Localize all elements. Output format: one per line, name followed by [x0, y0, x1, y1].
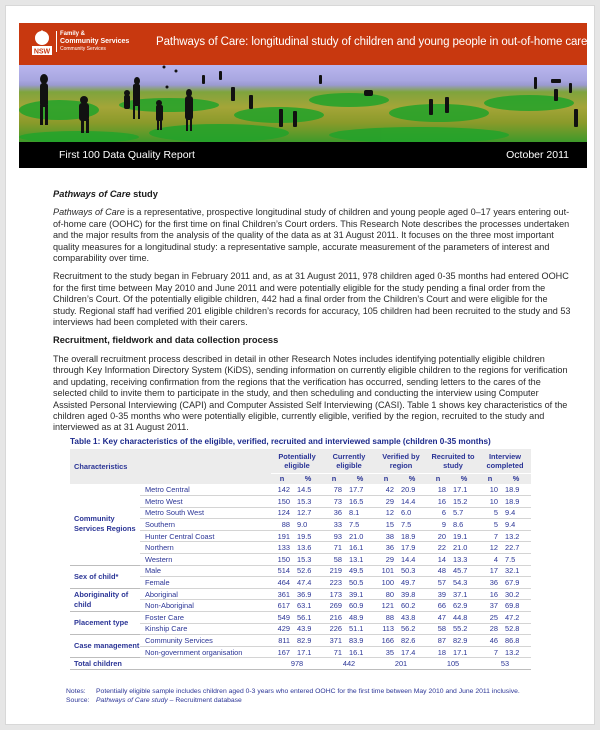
cell-count: 226 [323, 623, 345, 635]
cell-count: 29 [375, 496, 397, 508]
cell-count: 121 [375, 600, 397, 612]
row-label: Aboriginal [140, 588, 271, 600]
cell-percent: 17.9 [397, 542, 427, 554]
cell-count: 6 [427, 507, 449, 519]
cell-percent: 44.8 [449, 612, 479, 624]
cell-count: 361 [271, 588, 293, 600]
cell-percent: 43.9 [293, 623, 323, 635]
column-header-verified: Verified by region [375, 449, 427, 473]
cell-count: 58 [323, 554, 345, 566]
cell-percent: 86.8 [501, 635, 531, 647]
table-row [70, 496, 531, 508]
table-row [70, 577, 531, 589]
cell-count: 20 [427, 530, 449, 542]
cell-count: 549 [271, 612, 293, 624]
cell-percent: 18.9 [501, 496, 531, 508]
cell-percent: 14.4 [397, 496, 427, 508]
cell-count: 124 [271, 507, 293, 519]
cell-count: 811 [271, 635, 293, 647]
cell-percent: 45.7 [449, 565, 479, 577]
row-label: Metro Central [140, 484, 271, 496]
cell-count: 93 [323, 530, 345, 542]
column-header-potentially-eligible: Potentially eligible [271, 449, 323, 473]
subheader-row: n % n % n % n % n % [70, 473, 531, 484]
total-value: 978 [271, 658, 323, 670]
cell-count: 219 [323, 565, 345, 577]
cell-percent: 63.1 [293, 600, 323, 612]
logo-text: Family & Community Services Community Services [56, 31, 129, 52]
cell-count: 464 [271, 577, 293, 589]
table-row [70, 507, 531, 519]
cell-percent: 15.3 [293, 496, 323, 508]
cell-percent: 69.8 [501, 600, 531, 612]
cell-percent: 49.7 [397, 577, 427, 589]
table-row [70, 554, 531, 566]
cell-count: 36 [323, 507, 345, 519]
cell-percent: 6.0 [397, 507, 427, 519]
cell-count: 9 [427, 519, 449, 531]
row-group-label: Case management [70, 635, 140, 658]
cell-count: 167 [271, 646, 293, 658]
cell-percent: 18.9 [397, 530, 427, 542]
document-page [5, 5, 595, 725]
cell-percent: 56.1 [293, 612, 323, 624]
total-label: Total children [70, 658, 271, 670]
cell-percent: 56.2 [397, 623, 427, 635]
cell-percent: 50.5 [345, 577, 375, 589]
table-row [70, 519, 531, 531]
source-line: Source: Pathways of Care study – Recruitment database [66, 696, 242, 704]
cell-count: 78 [323, 484, 345, 496]
cell-percent: 82.9 [449, 635, 479, 647]
column-header-characteristics: Characteristics [70, 449, 271, 484]
cell-percent: 13.2 [501, 530, 531, 542]
cell-count: 35 [375, 646, 397, 658]
table-body [70, 484, 531, 670]
total-value: 53 [479, 658, 531, 670]
cell-percent: 48.9 [345, 612, 375, 624]
paragraph-intro: Pathways of Care is a representative, prospective longitudinal study of children and young people aged 0–17 years entering out-of-home care (OOHC) for the first time on final Children’s Court orders. This Research Note describes the processes undertaken and the major results from the analysis of the quality of the data as at 31 August 2011. It focuses on the three most important quality measures for a longitudinal study: a representative sample, accurate measurement of the parameters of interest and comparability over time. [53, 207, 570, 264]
column-header-currently-eligible: Currently eligible [323, 449, 375, 473]
paragraph-process: The overall recruitment process described in detail in other Research Notes includes identifying potentially eligible children through Key Information Directory System (KiDS), sending information on currently eligible children to the regions for verification and updating, receiving confirmation from the regions that the verification has occurred, sending letters to the cares of the selected child to invite them to participate in the study, and then scheduling and conducting the interview using Computer Assisted Personal Interviewing (CAPI) and Computer Assisted Self Interviewing (CASI). Table 1 shows key characteristics of the children aged 0-35 months who were potentially eligible, currently eligible, verified by the region, recruited to the study and interviewed as at 31 August 2011. [53, 353, 568, 433]
table-row [70, 565, 531, 577]
row-group-label: Sex of child* [70, 565, 140, 588]
row-label: Non-government organisation [140, 646, 271, 658]
cell-count: 33 [323, 519, 345, 531]
cell-count: 191 [271, 530, 293, 542]
cell-percent: 52.6 [293, 565, 323, 577]
row-label: Metro West [140, 496, 271, 508]
table-row [70, 588, 531, 600]
cell-count: 12 [375, 507, 397, 519]
paragraph-recruitment: Recruitment to the study began in February 2011 and, as at 31 August 2011, 978 children aged 0-35 months had entered OOHC for the first time between May 2010 and June 2011 and were potentially eligible for the study pending a final order from the Children’s Court. Of the potentially eligible children, 442 had a final order from the Children’s Court and were eligible for the study. Regional staff had verified 201 eligible children’s records for accuracy, 105 children had been recruited to the study and 53 interviews had been completed with their carers. [53, 271, 571, 328]
row-label: Kinship Care [140, 623, 271, 635]
cell-count: 18 [427, 484, 449, 496]
nsw-waratah-icon [31, 29, 53, 57]
characteristics-table [70, 449, 531, 670]
cell-count: 10 [479, 496, 501, 508]
children-field-illustration [19, 65, 587, 142]
cell-count: 38 [375, 530, 397, 542]
cell-count: 5 [479, 507, 501, 519]
cell-percent: 13.6 [293, 542, 323, 554]
cell-count: 166 [375, 635, 397, 647]
cell-percent: 13.3 [449, 554, 479, 566]
cell-count: 150 [271, 554, 293, 566]
cell-count: 39 [427, 588, 449, 600]
table-row [70, 623, 531, 635]
cell-count: 66 [427, 600, 449, 612]
cell-percent: 7.5 [501, 554, 531, 566]
cell-percent: 16.5 [345, 496, 375, 508]
cell-percent: 60.2 [397, 600, 427, 612]
document-body [53, 189, 573, 441]
table-row [70, 600, 531, 612]
cell-count: 100 [375, 577, 397, 589]
cell-count: 36 [375, 542, 397, 554]
cell-percent: 16.1 [345, 646, 375, 658]
cell-count: 14 [427, 554, 449, 566]
cell-percent: 82.6 [397, 635, 427, 647]
cell-percent: 7.5 [345, 519, 375, 531]
cell-count: 48 [427, 565, 449, 577]
cell-count: 46 [479, 635, 501, 647]
cell-percent: 17.1 [293, 646, 323, 658]
cell-count: 371 [323, 635, 345, 647]
cell-percent: 13.2 [501, 646, 531, 658]
svg-text:NSW: NSW [33, 48, 51, 56]
cell-count: 269 [323, 600, 345, 612]
cell-count: 12 [479, 542, 501, 554]
cell-percent: 14.4 [397, 554, 427, 566]
cell-percent: 32.1 [501, 565, 531, 577]
cell-count: 71 [323, 646, 345, 658]
cell-percent: 9.0 [293, 519, 323, 531]
cell-percent: 47.4 [293, 577, 323, 589]
cell-count: 216 [323, 612, 345, 624]
cell-percent: 19.1 [449, 530, 479, 542]
cell-count: 429 [271, 623, 293, 635]
row-label: Western [140, 554, 271, 566]
column-header-recruited: Recruited to study [427, 449, 479, 473]
cell-percent: 17.1 [449, 484, 479, 496]
cell-percent: 21.0 [345, 530, 375, 542]
cell-count: 42 [375, 484, 397, 496]
row-label: Community Services [140, 635, 271, 647]
cell-count: 37 [479, 600, 501, 612]
total-row [70, 658, 531, 670]
cell-count: 514 [271, 565, 293, 577]
cell-count: 88 [271, 519, 293, 531]
cell-percent: 17.7 [345, 484, 375, 496]
cell-count: 16 [479, 588, 501, 600]
cell-count: 5 [479, 519, 501, 531]
page-title: Pathways of Care: longitudinal study of children and young people in out-of-home care [156, 36, 588, 48]
cell-count: 22 [427, 542, 449, 554]
cell-count: 57 [427, 577, 449, 589]
row-label: Non-Aboriginal [140, 600, 271, 612]
row-group-label: Community Services Regions [70, 484, 140, 565]
total-value: 201 [375, 658, 427, 670]
row-label: Male [140, 565, 271, 577]
table-row [70, 542, 531, 554]
cell-percent: 49.5 [345, 565, 375, 577]
cell-percent: 18.9 [501, 484, 531, 496]
cell-percent: 39.1 [345, 588, 375, 600]
cell-count: 88 [375, 612, 397, 624]
cell-count: 73 [323, 496, 345, 508]
cell-count: 10 [479, 484, 501, 496]
banner-illustration [19, 65, 587, 142]
row-label: Hunter Central Coast [140, 530, 271, 542]
cell-count: 17 [479, 565, 501, 577]
row-label: Southern [140, 519, 271, 531]
cell-percent: 39.8 [397, 588, 427, 600]
cell-percent: 9.4 [501, 507, 531, 519]
cell-percent: 55.2 [449, 623, 479, 635]
cell-percent: 16.1 [345, 542, 375, 554]
cell-percent: 21.0 [449, 542, 479, 554]
cell-percent: 47.2 [501, 612, 531, 624]
cell-percent: 20.9 [397, 484, 427, 496]
cell-count: 87 [427, 635, 449, 647]
cell-count: 15 [375, 519, 397, 531]
cell-percent: 22.7 [501, 542, 531, 554]
cell-percent: 51.1 [345, 623, 375, 635]
total-value: 442 [323, 658, 375, 670]
cell-count: 16 [427, 496, 449, 508]
column-header-interview: Interview completed [479, 449, 531, 473]
cell-percent: 7.5 [397, 519, 427, 531]
facs-logo [31, 29, 141, 59]
notes-line: Notes: Potentially eligible sample includes children aged 0-3 years who entered OOHC for the first time between May 2010 and June 2011 inclusive. [66, 688, 520, 695]
cell-percent: 12.7 [293, 507, 323, 519]
cell-percent: 43.8 [397, 612, 427, 624]
row-group-label: Placement type [70, 612, 140, 635]
section-heading-study: Pathways of Care study [53, 189, 158, 199]
cell-count: 71 [323, 542, 345, 554]
cell-percent: 83.9 [345, 635, 375, 647]
cell-count: 113 [375, 623, 397, 635]
cell-percent: 19.5 [293, 530, 323, 542]
cell-count: 58 [427, 623, 449, 635]
row-label: Female [140, 577, 271, 589]
cell-percent: 5.7 [449, 507, 479, 519]
report-subheader [19, 142, 587, 168]
cell-count: 47 [427, 612, 449, 624]
table-row [70, 635, 531, 647]
cell-percent: 54.3 [449, 577, 479, 589]
cell-percent: 52.8 [501, 623, 531, 635]
cell-percent: 8.1 [345, 507, 375, 519]
cell-percent: 17.4 [397, 646, 427, 658]
table-notes [66, 688, 520, 705]
cell-count: 142 [271, 484, 293, 496]
cell-count: 29 [375, 554, 397, 566]
cell-percent: 17.1 [449, 646, 479, 658]
row-label: Northern [140, 542, 271, 554]
cell-count: 28 [479, 623, 501, 635]
cell-percent: 62.9 [449, 600, 479, 612]
cell-count: 18 [427, 646, 449, 658]
cell-count: 133 [271, 542, 293, 554]
row-label: Metro South West [140, 507, 271, 519]
cell-count: 4 [479, 554, 501, 566]
cell-percent: 9.4 [501, 519, 531, 531]
cell-percent: 15.3 [293, 554, 323, 566]
section-heading-recruitment: Recruitment, fieldwork and data collection process [53, 335, 279, 346]
cell-count: 223 [323, 577, 345, 589]
cell-percent: 67.9 [501, 577, 531, 589]
cell-percent: 36.9 [293, 588, 323, 600]
cell-count: 25 [479, 612, 501, 624]
row-label: Foster Care [140, 612, 271, 624]
total-value: 105 [427, 658, 479, 670]
cell-percent: 50.3 [397, 565, 427, 577]
table-row [70, 530, 531, 542]
cell-count: 101 [375, 565, 397, 577]
report-date: October 2011 [506, 149, 569, 161]
cell-percent: 60.9 [345, 600, 375, 612]
cell-count: 617 [271, 600, 293, 612]
cell-percent: 30.2 [501, 588, 531, 600]
cell-count: 7 [479, 530, 501, 542]
cell-count: 36 [479, 577, 501, 589]
cell-count: 80 [375, 588, 397, 600]
header-bar [19, 23, 587, 65]
cell-percent: 82.9 [293, 635, 323, 647]
cell-percent: 15.2 [449, 496, 479, 508]
cell-count: 7 [479, 646, 501, 658]
row-group-label: Aboriginality of child [70, 588, 140, 611]
cell-count: 150 [271, 496, 293, 508]
cell-percent: 37.1 [449, 588, 479, 600]
table-row [70, 612, 531, 624]
cell-percent: 14.5 [293, 484, 323, 496]
report-name: First 100 Data Quality Report [59, 149, 195, 161]
cell-percent: 13.1 [345, 554, 375, 566]
cell-percent: 8.6 [449, 519, 479, 531]
cell-count: 173 [323, 588, 345, 600]
table-row [70, 484, 531, 496]
table-title: Table 1: Key characteristics of the eligible, verified, recruited and interviewed sample (children 0-35 months) [70, 437, 491, 446]
